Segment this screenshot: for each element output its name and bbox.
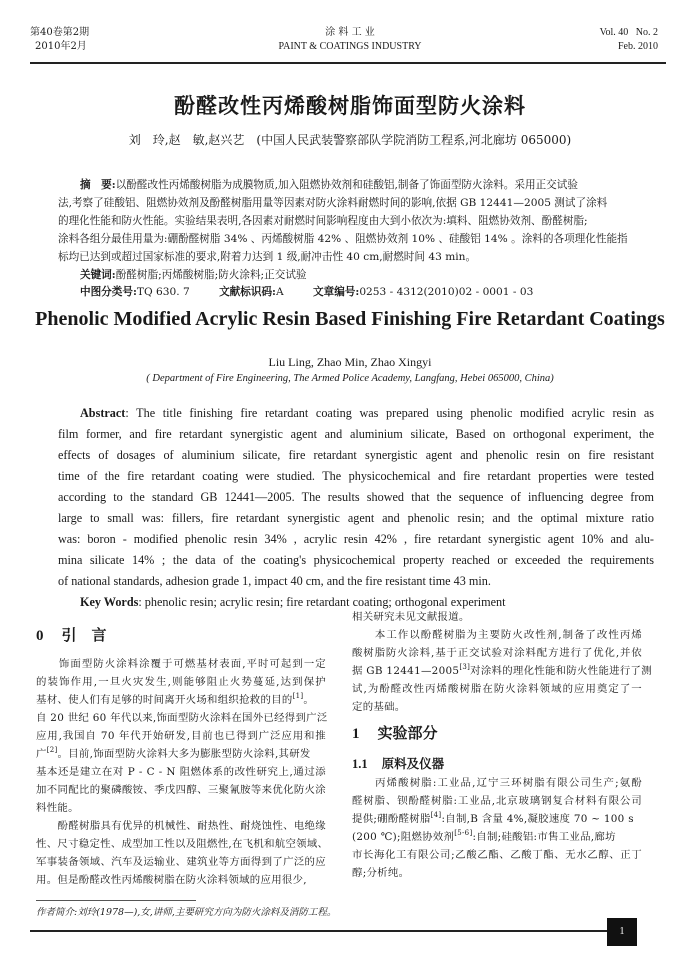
doc-code-value: A xyxy=(275,286,284,298)
page-number: 1 xyxy=(607,918,637,946)
abstract-en-line: mina silicate 14% ; the data of the coating's physicochemical property reached or exceeded the requirements xyxy=(58,553,654,567)
author-footnote: 作者简介:刘玲(1978—),女,讲师,主要研究方向为防火涂料及消防工程。 xyxy=(36,907,337,918)
section-1-heading xyxy=(352,722,438,743)
clc-value: TQ 630. 7 xyxy=(136,286,190,298)
header-rule xyxy=(30,62,666,64)
journal-name-cn: 涂 料 工 业 xyxy=(325,27,375,38)
keywords-cn-label: 关键词: xyxy=(80,269,116,281)
abstract-en-label: Abstract xyxy=(80,406,126,420)
abstract-cn-label: 摘 要: xyxy=(80,179,116,191)
date-en: Feb. 2010 xyxy=(618,41,658,52)
body-line: 的装饰作用,一旦火灾发生,则能够阻止火势蔓延,达到保护 xyxy=(36,676,326,688)
abstract-en-line: effects of dosages of aluminium silicate, fire retardant synergistic agent and phenolic resin on fire resistant xyxy=(58,448,654,462)
keywords-en-text: : phenolic resin; acrylic resin; fire retardant coating; orthogonal experiment xyxy=(138,595,506,609)
abstract-cn-line xyxy=(58,178,578,192)
body-line: 定的基础。 xyxy=(352,701,406,713)
body-line: 性、尺寸稳定性、成型加工性以及阻燃性,在飞机和航空领域、 xyxy=(36,838,329,850)
authors-cn: 刘 玲,赵 敏,赵兴艺 (中国人民武装警察部队学院消防工程系,河北廊坊 065000) xyxy=(128,133,572,147)
section-0-number: 0 xyxy=(36,628,44,644)
abstract-en-line: was: boron - modified phenolic resin 34% , acrylic resin 42% , fire retardant synergistic agent 10% and alu- xyxy=(58,532,654,546)
abstract-cn-line: 标均已达到或超过国家标准的要求,附着力达到 1 级,耐冲击性 40 cm,耐燃时间 43 min。 xyxy=(58,251,477,263)
date-cn: 2010年2月 xyxy=(35,41,87,52)
body-line: 用。但是酚醛改性丙烯酸树脂在防火涂料领域的应用很少, xyxy=(36,874,307,886)
body-line: 加不同配比的聚磷酸铵、季戊四醇、三聚氰胺等来优化防火涂 xyxy=(36,784,326,796)
body-text: :自制,B 含量 4%,凝胶速度 70 ~ 100 s xyxy=(441,813,634,825)
header-volume-en xyxy=(600,26,658,54)
journal-name-en: PAINT & COATINGS INDUSTRY xyxy=(278,41,422,52)
section-1-title: 实验部分 xyxy=(377,724,438,742)
body-line: 酸树脂防火涂料,基于正交试验对涂料配方进行了优化,并依 xyxy=(352,647,642,659)
abstract-en-text: : The title finishing fire retardant coating was prepared using phenolic modified acrylic resin as xyxy=(125,406,654,420)
body-text: 。目前,饰面型防火涂料大多为膨胀型防火涂料,其研发 xyxy=(57,748,311,760)
abstract-cn-text: 以酚醛改性丙烯酸树脂为成膜物质,加入阻燃协效剂和硅酸铝,制备了饰面型防火涂料。采用正交试验 xyxy=(115,179,578,191)
citation-ref[interactable]: [4] xyxy=(430,811,442,819)
body-line xyxy=(352,812,642,826)
body-text: (200 ℃);阻燃协效剂 xyxy=(352,831,455,843)
header-journal xyxy=(0,26,700,54)
body-line: 丙烯酸树脂:工业品,辽宁三环树脂有限公司生产;氨酚 xyxy=(352,777,642,789)
body-line: 本工作以酚醛树脂为主要防火改性剂,制备了改性丙烯 xyxy=(352,629,642,641)
article-no-value: 0253 - 4312(2010)02 - 0001 - 03 xyxy=(359,286,534,298)
body-text: 提供;硼酚醛树脂 xyxy=(352,813,431,825)
body-text: 广 xyxy=(36,748,47,760)
body-line: 相关研究未见文献报道。 xyxy=(352,611,470,623)
body-line xyxy=(36,747,326,761)
keywords-en xyxy=(58,593,654,611)
abstract-en-line xyxy=(58,404,654,422)
classification-line xyxy=(80,285,533,299)
body-line xyxy=(352,663,652,678)
citation-ref[interactable]: [2] xyxy=(46,746,58,754)
body-line xyxy=(352,830,642,844)
abstract-en-line: time of the fire retardant coating were studied. The physicochemical and fire retardant properties were tested xyxy=(58,469,654,483)
body-line: 饰面型防火涂料涂覆于可燃基材表面,平时可起到一定 xyxy=(36,658,326,670)
body-line: 应用,我国自 70 年代开始研发,目前也已得到广泛应用和推 xyxy=(36,730,326,742)
title-en: Phenolic Modified Acrylic Resin Based Finishing Fire Retardant Coatings xyxy=(35,308,665,330)
body-line: 基本还是建立在对 P - C - N 阻燃体系的改性研究上,通过添 xyxy=(36,766,326,778)
body-line: 军事装备领域、汽车及运输业、建筑业等方面得到了广泛的应 xyxy=(36,856,326,868)
body-line: 自 20 世纪 60 年代以来,饰面型防火涂料在国外已经得到广泛 xyxy=(36,712,328,724)
citation-ref[interactable]: [1] xyxy=(292,692,304,700)
keywords-cn-text: 酚醛树脂;丙烯酸树脂;防火涂料;正交试验 xyxy=(115,269,307,281)
article-no-label: 文章编号: xyxy=(313,286,360,298)
title-cn: 酚醛改性丙烯酸树脂饰面型防火涂料 xyxy=(174,94,526,118)
subsection-1-1-title: 原料及仪器 xyxy=(381,756,445,771)
body-line: 醛树脂、钡酚醛树脂:工业品,北京玻璃钢复合材料有限公司 xyxy=(352,795,642,807)
subsection-1-1-number: 1.1 xyxy=(352,757,368,771)
body-text: :自制;硅酸铝:市售工业品,廊坊 xyxy=(472,831,616,843)
authors-en: Liu Ling, Zhao Min, Zhao Xingyi xyxy=(268,355,432,369)
abstract-en-line: large to small was: fillers, fire retardant synergistic agent and phenolic resin; and the optimal mixture ratio xyxy=(58,511,654,525)
volume-issue-cn: 第40卷第2期 xyxy=(30,27,90,38)
footer-rule xyxy=(30,930,620,932)
abstract-en-line: of national standards, adhesion grade 1, impact 40 cm, and the fire resistant time 43 min. xyxy=(58,574,491,588)
citation-ref[interactable]: [3] xyxy=(459,663,471,671)
abstract-cn-line: 法,考察了硅酸铝、阻燃协效剂及酚醛树脂用量等因素对防火涂料耐燃时间的影响,依据 GB 12441—2005 测试了涂料 xyxy=(58,197,608,209)
body-line: 试,为酚醛改性丙烯酸树脂在防火涂料领域的应用奠定了一 xyxy=(352,683,642,695)
affiliation-en: ( Department of Fire Engineering, The Armed Police Academy, Langfang, Hebei 065000, China) xyxy=(146,373,554,384)
body-line: 料性能。 xyxy=(36,802,79,814)
body-text: 。 xyxy=(303,694,315,706)
keywords-en-label: Key Words xyxy=(80,595,139,609)
section-0-heading xyxy=(36,624,107,645)
volume-issue-en: Vol. 40 No. 2 xyxy=(599,27,658,38)
clc-label: 中图分类号: xyxy=(80,286,137,298)
section-1-number: 1 xyxy=(352,726,360,742)
section-0-title: 引 言 xyxy=(61,626,107,644)
footnote-rule xyxy=(36,900,196,901)
body-line: 市长海化工有限公司;乙酸乙酯、乙酸丁酯、无水乙醇、正丁 xyxy=(352,849,642,861)
body-line: 醇;分析纯。 xyxy=(352,867,410,879)
doc-code-label: 文献标识码: xyxy=(219,286,276,298)
abstract-cn-line: 涂料各组分最佳用量为:硼酚醛树脂 34% 、丙烯酸树脂 42% 、阻燃协效剂 10% 、硅酸铝 14% 。涂料的各项理化性能指 xyxy=(58,233,628,245)
abstract-cn-line: 的理化性能和防火性能。实验结果表明,各因素对耐燃时间影响程度由大到小依次为:填料、阻燃协效剂、酚醛树脂; xyxy=(58,215,588,227)
body-text: 据 GB 12441—2005 xyxy=(352,665,460,677)
citation-ref[interactable]: [5-6] xyxy=(454,829,473,837)
body-line xyxy=(36,693,326,707)
body-line: 酚醛树脂具有优异的机械性、耐热性、耐烧蚀性、电绝缘 xyxy=(36,820,326,832)
body-text: 对涂料的理化性能和防火性能进行了测 xyxy=(470,665,652,677)
abstract-en-line: film former, and fire retardant synergistic agent and aluminium silicate, Based on orthogonal experiment, the xyxy=(58,427,654,441)
body-text: 基材、使人们有足够的时间离开火场和组织抢救的目的 xyxy=(36,694,293,706)
keywords-cn xyxy=(80,268,307,282)
subsection-1-1-heading xyxy=(352,754,444,772)
abstract-en-line: according to the standard GB 12441—2005. The results showed that the sequence of influencing degree from xyxy=(58,490,654,504)
